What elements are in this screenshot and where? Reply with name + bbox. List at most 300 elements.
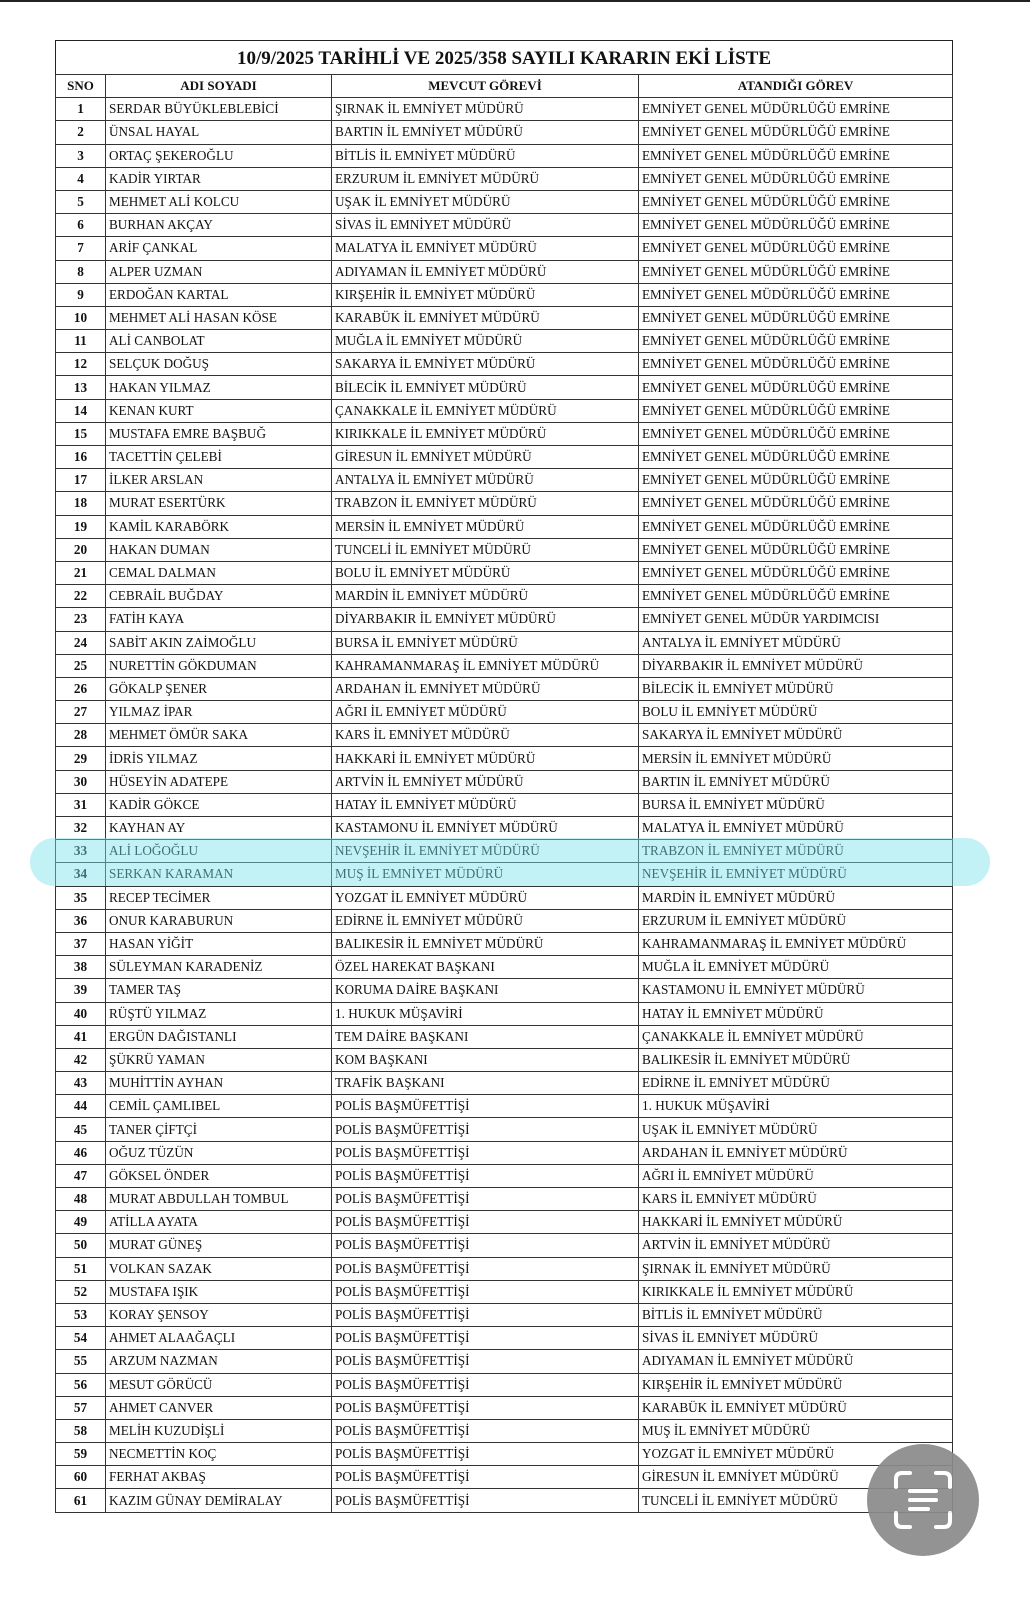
row-assigned-position: EMNİYET GENEL MÜDÜRLÜĞÜ EMRİNE [639,190,953,213]
row-current-position: BİLECİK İL EMNİYET MÜDÜRÜ [332,376,639,399]
table-row [56,1048,953,1071]
row-assigned-position: EMNİYET GENEL MÜDÜRLÜĞÜ EMRİNE [639,283,953,306]
table-row [56,793,953,816]
row-current-position: GİRESUN İL EMNİYET MÜDÜRÜ [332,446,639,469]
row-name: KAYHAN AY [106,817,332,840]
row-sno: 9 [56,283,106,306]
row-sno: 58 [56,1419,106,1442]
table-row [56,190,953,213]
table-row [56,144,953,167]
table-row [56,446,953,469]
table-row [56,492,953,515]
row-current-position: KOM BAŞKANI [332,1048,639,1071]
row-assigned-position: UŞAK İL EMNİYET MÜDÜRÜ [639,1118,953,1141]
row-current-position: SİVAS İL EMNİYET MÜDÜRÜ [332,214,639,237]
row-current-position: POLİS BAŞMÜFETTİŞİ [332,1118,639,1141]
row-assigned-position: EMNİYET GENEL MÜDÜRLÜĞÜ EMRİNE [639,538,953,561]
row-assigned-position: AĞRI İL EMNİYET MÜDÜRÜ [639,1164,953,1187]
table-row [56,585,953,608]
row-name: CEBRAİL BUĞDAY [106,585,332,608]
row-name: TANER ÇİFTÇİ [106,1118,332,1141]
top-border-line [0,0,1030,2]
row-name: ATİLLA AYATA [106,1211,332,1234]
table-row [56,561,953,584]
row-current-position: KIRIKKALE İL EMNİYET MÜDÜRÜ [332,422,639,445]
table-row [56,1118,953,1141]
row-current-position: POLİS BAŞMÜFETTİŞİ [332,1164,639,1187]
row-assigned-position: EMNİYET GENEL MÜDÜRLÜĞÜ EMRİNE [639,376,953,399]
row-current-position: BARTIN İL EMNİYET MÜDÜRÜ [332,121,639,144]
row-current-position: POLİS BAŞMÜFETTİŞİ [332,1280,639,1303]
table-row [56,121,953,144]
row-current-position: SAKARYA İL EMNİYET MÜDÜRÜ [332,353,639,376]
row-assigned-position: EMNİYET GENEL MÜDÜRLÜĞÜ EMRİNE [639,561,953,584]
row-assigned-position: MUŞ İL EMNİYET MÜDÜRÜ [639,1419,953,1442]
row-sno: 17 [56,469,106,492]
row-name: TACETTİN ÇELEBİ [106,446,332,469]
table-row [56,1025,953,1048]
row-assigned-position: EMNİYET GENEL MÜDÜRLÜĞÜ EMRİNE [639,515,953,538]
row-current-position: ANTALYA İL EMNİYET MÜDÜRÜ [332,469,639,492]
table-row [56,1327,953,1350]
table-row [56,654,953,677]
row-sno: 1 [56,98,106,121]
table-row [56,1373,953,1396]
row-current-position: POLİS BAŞMÜFETTİŞİ [332,1303,639,1326]
row-sno: 60 [56,1466,106,1489]
row-current-position: YOZGAT İL EMNİYET MÜDÜRÜ [332,886,639,909]
row-sno: 44 [56,1095,106,1118]
table-row [56,306,953,329]
row-name: KORAY ŞENSOY [106,1303,332,1326]
row-assigned-position: MERSİN İL EMNİYET MÜDÜRÜ [639,747,953,770]
row-assigned-position: YOZGAT İL EMNİYET MÜDÜRÜ [639,1443,953,1466]
row-name: SELÇUK DOĞUŞ [106,353,332,376]
row-assigned-position: ŞIRNAK İL EMNİYET MÜDÜRÜ [639,1257,953,1280]
row-sno: 16 [56,446,106,469]
row-name: NECMETTİN KOÇ [106,1443,332,1466]
row-current-position: POLİS BAŞMÜFETTİŞİ [332,1141,639,1164]
row-sno: 37 [56,932,106,955]
row-name: FERHAT AKBAŞ [106,1466,332,1489]
row-assigned-position: EMNİYET GENEL MÜDÜRLÜĞÜ EMRİNE [639,167,953,190]
row-current-position: POLİS BAŞMÜFETTİŞİ [332,1234,639,1257]
row-current-position: ARTVİN İL EMNİYET MÜDÜRÜ [332,770,639,793]
row-current-position: POLİS BAŞMÜFETTİŞİ [332,1419,639,1442]
row-sno: 30 [56,770,106,793]
table-row [56,1095,953,1118]
row-sno: 55 [56,1350,106,1373]
table-row [56,260,953,283]
row-sno: 6 [56,214,106,237]
row-assigned-position: EMNİYET GENEL MÜDÜRLÜĞÜ EMRİNE [639,98,953,121]
row-current-position: ÖZEL HAREKAT BAŞKANI [332,956,639,979]
row-current-position: DİYARBAKIR İL EMNİYET MÜDÜRÜ [332,608,639,631]
row-assigned-position: EMNİYET GENEL MÜDÜRLÜĞÜ EMRİNE [639,306,953,329]
row-name: OĞUZ TÜZÜN [106,1141,332,1164]
row-name: KAZIM GÜNAY DEMİRALAY [106,1489,332,1512]
row-sno: 20 [56,538,106,561]
table-row [56,422,953,445]
row-sno: 2 [56,121,106,144]
row-current-position: EDİRNE İL EMNİYET MÜDÜRÜ [332,909,639,932]
table-row [56,770,953,793]
row-current-position: ARDAHAN İL EMNİYET MÜDÜRÜ [332,677,639,700]
row-name: GÖKALP ŞENER [106,677,332,700]
row-name: ALİ LOĞOĞLU [106,840,332,863]
row-assigned-position: EMNİYET GENEL MÜDÜRLÜĞÜ EMRİNE [639,330,953,353]
row-name: ONUR KARABURUN [106,909,332,932]
table-row [56,932,953,955]
table-row [56,840,953,863]
row-sno: 40 [56,1002,106,1025]
row-current-position: POLİS BAŞMÜFETTİŞİ [332,1373,639,1396]
row-current-position: ŞIRNAK İL EMNİYET MÜDÜRÜ [332,98,639,121]
row-sno: 26 [56,677,106,700]
table-row [56,956,953,979]
row-assigned-position: KASTAMONU İL EMNİYET MÜDÜRÜ [639,979,953,1002]
row-name: HAKAN YILMAZ [106,376,332,399]
row-name: MUSTAFA EMRE BAŞBUĞ [106,422,332,445]
row-assigned-position: EMNİYET GENEL MÜDÜR YARDIMCISI [639,608,953,631]
table-row [56,283,953,306]
row-name: MELİH KUZUDİŞLİ [106,1419,332,1442]
table-row [56,515,953,538]
row-sno: 45 [56,1118,106,1141]
table-row [56,1303,953,1326]
row-assigned-position: ÇANAKKALE İL EMNİYET MÜDÜRÜ [639,1025,953,1048]
row-current-position: BALIKESİR İL EMNİYET MÜDÜRÜ [332,932,639,955]
row-current-position: HATAY İL EMNİYET MÜDÜRÜ [332,793,639,816]
row-name: HÜSEYİN ADATEPE [106,770,332,793]
row-assigned-position: EMNİYET GENEL MÜDÜRLÜĞÜ EMRİNE [639,399,953,422]
row-name: SERKAN KARAMAN [106,863,332,886]
row-current-position: MARDİN İL EMNİYET MÜDÜRÜ [332,585,639,608]
row-name: HASAN YİĞİT [106,932,332,955]
row-assigned-position: ARTVİN İL EMNİYET MÜDÜRÜ [639,1234,953,1257]
row-current-position: MALATYA İL EMNİYET MÜDÜRÜ [332,237,639,260]
row-sno: 33 [56,840,106,863]
row-assigned-position: KAHRAMANMARAŞ İL EMNİYET MÜDÜRÜ [639,932,953,955]
table-row [56,1350,953,1373]
row-current-position: POLİS BAŞMÜFETTİŞİ [332,1257,639,1280]
row-current-position: BİTLİS İL EMNİYET MÜDÜRÜ [332,144,639,167]
row-name: ŞÜKRÜ YAMAN [106,1048,332,1071]
row-assigned-position: SİVAS İL EMNİYET MÜDÜRÜ [639,1327,953,1350]
row-current-position: TEM DAİRE BAŞKANI [332,1025,639,1048]
row-name: BURHAN AKÇAY [106,214,332,237]
row-sno: 18 [56,492,106,515]
row-sno: 34 [56,863,106,886]
row-sno: 48 [56,1188,106,1211]
row-current-position: MUŞ İL EMNİYET MÜDÜRÜ [332,863,639,886]
row-name: ERDOĞAN KARTAL [106,283,332,306]
row-sno: 27 [56,701,106,724]
row-name: MURAT GÜNEŞ [106,1234,332,1257]
row-assigned-position: KARABÜK İL EMNİYET MÜDÜRÜ [639,1396,953,1419]
row-current-position: ÇANAKKALE İL EMNİYET MÜDÜRÜ [332,399,639,422]
row-current-position: 1. HUKUK MÜŞAVİRİ [332,1002,639,1025]
row-name: NURETTİN GÖKDUMAN [106,654,332,677]
table-row [56,1211,953,1234]
row-name: MURAT ABDULLAH TOMBUL [106,1188,332,1211]
row-sno: 42 [56,1048,106,1071]
row-assigned-position: MALATYA İL EMNİYET MÜDÜRÜ [639,817,953,840]
row-sno: 57 [56,1396,106,1419]
table-row [56,1280,953,1303]
table-row [56,701,953,724]
row-current-position: AĞRI İL EMNİYET MÜDÜRÜ [332,701,639,724]
row-name: HAKAN DUMAN [106,538,332,561]
table-row [56,399,953,422]
row-assigned-position: BİLECİK İL EMNİYET MÜDÜRÜ [639,677,953,700]
row-sno: 14 [56,399,106,422]
row-sno: 15 [56,422,106,445]
row-assigned-position: MUĞLA İL EMNİYET MÜDÜRÜ [639,956,953,979]
row-sno: 38 [56,956,106,979]
row-name: İDRİS YILMAZ [106,747,332,770]
table-body [56,98,953,1512]
row-sno: 28 [56,724,106,747]
row-name: MURAT ESERTÜRK [106,492,332,515]
row-name: ARİF ÇANKAL [106,237,332,260]
row-sno: 36 [56,909,106,932]
table-row [56,631,953,654]
table-row [56,1141,953,1164]
row-sno: 5 [56,190,106,213]
table-row [56,747,953,770]
row-assigned-position: GİRESUN İL EMNİYET MÜDÜRÜ [639,1466,953,1489]
row-current-position: KARS İL EMNİYET MÜDÜRÜ [332,724,639,747]
row-assigned-position: KIRŞEHİR İL EMNİYET MÜDÜRÜ [639,1373,953,1396]
row-sno: 43 [56,1072,106,1095]
row-current-position: TRABZON İL EMNİYET MÜDÜRÜ [332,492,639,515]
header-current-position: MEVCUT GÖREVİ [332,75,639,98]
row-current-position: BURSA İL EMNİYET MÜDÜRÜ [332,631,639,654]
row-current-position: POLİS BAŞMÜFETTİŞİ [332,1095,639,1118]
row-name: MEHMET ALİ KOLCU [106,190,332,213]
row-sno: 13 [56,376,106,399]
header-assigned-position: ATANDIĞI GÖREV [639,75,953,98]
row-sno: 12 [56,353,106,376]
table-row [56,677,953,700]
row-assigned-position: DİYARBAKIR İL EMNİYET MÜDÜRÜ [639,654,953,677]
row-assigned-position: EMNİYET GENEL MÜDÜRLÜĞÜ EMRİNE [639,121,953,144]
row-assigned-position: ANTALYA İL EMNİYET MÜDÜRÜ [639,631,953,654]
row-assigned-position: BALIKESİR İL EMNİYET MÜDÜRÜ [639,1048,953,1071]
row-name: ALİ CANBOLAT [106,330,332,353]
row-current-position: UŞAK İL EMNİYET MÜDÜRÜ [332,190,639,213]
row-sno: 3 [56,144,106,167]
row-sno: 19 [56,515,106,538]
table-header-row [56,75,953,98]
row-name: RECEP TECİMER [106,886,332,909]
row-name: MESUT GÖRÜCÜ [106,1373,332,1396]
row-assigned-position: SAKARYA İL EMNİYET MÜDÜRÜ [639,724,953,747]
row-name: MUSTAFA IŞIK [106,1280,332,1303]
row-assigned-position: BARTIN İL EMNİYET MÜDÜRÜ [639,770,953,793]
row-assigned-position: NEVŞEHİR İL EMNİYET MÜDÜRÜ [639,863,953,886]
table-row [56,1072,953,1095]
row-current-position: POLİS BAŞMÜFETTİŞİ [332,1350,639,1373]
row-assigned-position: EMNİYET GENEL MÜDÜRLÜĞÜ EMRİNE [639,422,953,445]
table-row [56,376,953,399]
row-name: SÜLEYMAN KARADENİZ [106,956,332,979]
row-sno: 46 [56,1141,106,1164]
row-current-position: MERSİN İL EMNİYET MÜDÜRÜ [332,515,639,538]
row-name: MEHMET ÖMÜR SAKA [106,724,332,747]
row-sno: 59 [56,1443,106,1466]
table-row [56,330,953,353]
row-sno: 22 [56,585,106,608]
assignment-table [55,40,953,1513]
row-sno: 23 [56,608,106,631]
row-assigned-position: 1. HUKUK MÜŞAVİRİ [639,1095,953,1118]
table-row [56,1396,953,1419]
table-row [56,1443,953,1466]
table-row [56,1489,953,1512]
scan-text-icon [892,1469,954,1531]
table-row [56,237,953,260]
row-current-position: POLİS BAŞMÜFETTİŞİ [332,1466,639,1489]
row-sno: 8 [56,260,106,283]
table-row [56,608,953,631]
table-row [56,167,953,190]
row-name: GÖKSEL ÖNDER [106,1164,332,1187]
row-current-position: HAKKARİ İL EMNİYET MÜDÜRÜ [332,747,639,770]
row-sno: 52 [56,1280,106,1303]
row-current-position: POLİS BAŞMÜFETTİŞİ [332,1327,639,1350]
row-assigned-position: MARDİN İL EMNİYET MÜDÜRÜ [639,886,953,909]
table-row [56,538,953,561]
row-assigned-position: EMNİYET GENEL MÜDÜRLÜĞÜ EMRİNE [639,353,953,376]
row-sno: 50 [56,1234,106,1257]
row-name: ÜNSAL HAYAL [106,121,332,144]
table-row [56,1002,953,1025]
row-name: YILMAZ İPAR [106,701,332,724]
table-row [56,1234,953,1257]
row-name: FATİH KAYA [106,608,332,631]
table-row [56,1419,953,1442]
row-name: ERGÜN DAĞISTANLI [106,1025,332,1048]
row-assigned-position: BOLU İL EMNİYET MÜDÜRÜ [639,701,953,724]
row-name: TAMER TAŞ [106,979,332,1002]
row-assigned-position: HAKKARİ İL EMNİYET MÜDÜRÜ [639,1211,953,1234]
row-sno: 53 [56,1303,106,1326]
table-row [56,1164,953,1187]
table-row [56,1188,953,1211]
row-sno: 56 [56,1373,106,1396]
table-row [56,469,953,492]
table-row [56,817,953,840]
row-assigned-position: TUNCELİ İL EMNİYET MÜDÜRÜ [639,1489,953,1512]
row-sno: 31 [56,793,106,816]
row-name: KENAN KURT [106,399,332,422]
row-sno: 49 [56,1211,106,1234]
row-current-position: KIRŞEHİR İL EMNİYET MÜDÜRÜ [332,283,639,306]
row-current-position: POLİS BAŞMÜFETTİŞİ [332,1396,639,1419]
row-name: ORTAÇ ŞEKEROĞLU [106,144,332,167]
row-name: SABİT AKIN ZAİMOĞLU [106,631,332,654]
row-sno: 51 [56,1257,106,1280]
row-current-position: POLİS BAŞMÜFETTİŞİ [332,1489,639,1512]
row-name: CEMİL ÇAMLIBEL [106,1095,332,1118]
row-name: AHMET CANVER [106,1396,332,1419]
scan-text-button[interactable] [867,1444,979,1556]
row-current-position: TUNCELİ İL EMNİYET MÜDÜRÜ [332,538,639,561]
document-title: 10/9/2025 TARİHLİ VE 2025/358 SAYILI KARARIN EKİ LİSTE [55,40,953,74]
row-current-position: ADIYAMAN İL EMNİYET MÜDÜRÜ [332,260,639,283]
row-assigned-position: EMNİYET GENEL MÜDÜRLÜĞÜ EMRİNE [639,237,953,260]
row-name: ALPER UZMAN [106,260,332,283]
row-assigned-position: ERZURUM İL EMNİYET MÜDÜRÜ [639,909,953,932]
row-current-position: TRAFİK BAŞKANI [332,1072,639,1095]
row-sno: 61 [56,1489,106,1512]
table-row [56,724,953,747]
row-sno: 25 [56,654,106,677]
row-name: AHMET ALAAĞAÇLI [106,1327,332,1350]
row-current-position: POLİS BAŞMÜFETTİŞİ [332,1188,639,1211]
row-assigned-position: BURSA İL EMNİYET MÜDÜRÜ [639,793,953,816]
row-assigned-position: ARDAHAN İL EMNİYET MÜDÜRÜ [639,1141,953,1164]
row-sno: 35 [56,886,106,909]
row-name: MEHMET ALİ HASAN KÖSE [106,306,332,329]
row-name: MUHİTTİN AYHAN [106,1072,332,1095]
row-assigned-position: EMNİYET GENEL MÜDÜRLÜĞÜ EMRİNE [639,492,953,515]
row-current-position: ERZURUM İL EMNİYET MÜDÜRÜ [332,167,639,190]
row-current-position: BOLU İL EMNİYET MÜDÜRÜ [332,561,639,584]
row-sno: 54 [56,1327,106,1350]
document-sheet [55,40,952,1513]
row-sno: 7 [56,237,106,260]
row-name: RÜŞTÜ YILMAZ [106,1002,332,1025]
table-row [56,1257,953,1280]
row-assigned-position: ADIYAMAN İL EMNİYET MÜDÜRÜ [639,1350,953,1373]
table-row [56,353,953,376]
row-sno: 24 [56,631,106,654]
row-current-position: KASTAMONU İL EMNİYET MÜDÜRÜ [332,817,639,840]
row-name: SERDAR BÜYÜKLEBLEBİCİ [106,98,332,121]
table-row [56,863,953,886]
row-assigned-position: EMNİYET GENEL MÜDÜRLÜĞÜ EMRİNE [639,214,953,237]
row-assigned-position: TRABZON İL EMNİYET MÜDÜRÜ [639,840,953,863]
row-sno: 10 [56,306,106,329]
table-row [56,1466,953,1489]
row-sno: 4 [56,167,106,190]
row-name: KADİR YIRTAR [106,167,332,190]
row-assigned-position: EDİRNE İL EMNİYET MÜDÜRÜ [639,1072,953,1095]
row-sno: 41 [56,1025,106,1048]
table-row [56,98,953,121]
row-assigned-position: EMNİYET GENEL MÜDÜRLÜĞÜ EMRİNE [639,446,953,469]
row-current-position: KORUMA DAİRE BAŞKANI [332,979,639,1002]
header-name: ADI SOYADI [106,75,332,98]
row-sno: 29 [56,747,106,770]
row-name: CEMAL DALMAN [106,561,332,584]
row-assigned-position: KARS İL EMNİYET MÜDÜRÜ [639,1188,953,1211]
row-current-position: NEVŞEHİR İL EMNİYET MÜDÜRÜ [332,840,639,863]
row-sno: 21 [56,561,106,584]
header-sno: SNO [56,75,106,98]
row-assigned-position: EMNİYET GENEL MÜDÜRLÜĞÜ EMRİNE [639,260,953,283]
row-current-position: KAHRAMANMARAŞ İL EMNİYET MÜDÜRÜ [332,654,639,677]
row-sno: 11 [56,330,106,353]
row-name: ARZUM NAZMAN [106,1350,332,1373]
table-row [56,909,953,932]
row-assigned-position: EMNİYET GENEL MÜDÜRLÜĞÜ EMRİNE [639,585,953,608]
table-row [56,886,953,909]
table-row [56,214,953,237]
